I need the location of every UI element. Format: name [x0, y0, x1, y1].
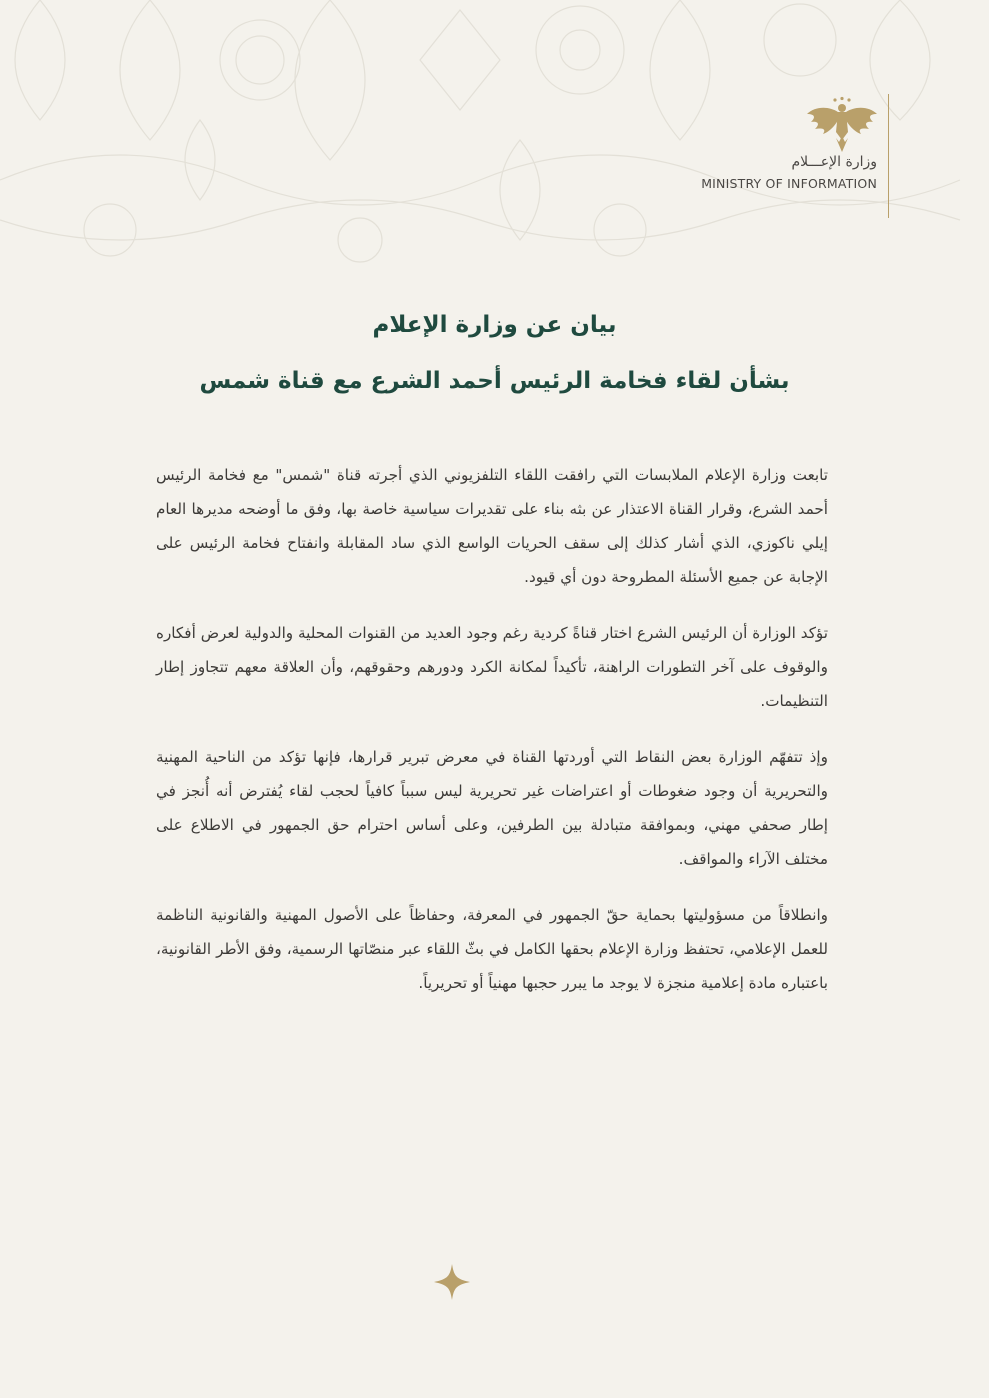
star-icon — [434, 1264, 470, 1300]
eagle-emblem-icon — [805, 96, 879, 154]
paragraph: تؤكد الوزارة أن الرئيس الشرع اختار قناةً كردية رغم وجود العديد من القنوات المحلية والدولية لعرض أفكاره والوقوف على آخر التطورات الراهنة، تأكيداً لمكانة الكرد ودورهم وحقوقهم، وأن العلاقة معهم تتجاوز إطار التنظيمات. — [156, 624, 828, 710]
paragraph: وإذ تتفهّم الوزارة بعض النقاط التي أوردتها القناة في معرض تبرير قرارها، فإنها تؤكد من الناحية المهنية والتحريرية أن وجود ضغوطات أو اعتراضات غير تحريرية ليس سبباً كافياً لحجب لقاء يُفترض أنه أُنجز في إطار صحفي مهني، وبموافقة متبادلة بين الطرفين، وعلى أساس احترام حق الجمهور في الاطلاع على مختلف الآراء والمواقف. — [156, 748, 828, 868]
ministry-logo — [689, 96, 889, 216]
paragraph: تابعت وزارة الإعلام الملابسات التي رافقت اللقاء التلفزيوني الذي أجرته قناة "شمس" مع فخامة الرئيس أحمد الشرع، وقرار القناة الاعتذار عن بثه بناء على تقديرات سياسية خاصة بها، وفق ما أوضحه مديرها العام إيلي ناكوزي، الذي أشار كذلك إلى سقف الحريات الواسع الذي ساد المقابلة وانفتاح فخامة الرئيس على الإجابة عن جميع الأسئلة المطروحة دون أي قيود. — [156, 466, 828, 586]
ministry-name-arabic: وزارة الإعـــلام — [791, 154, 877, 170]
ministry-name-english: MINISTRY OF INFORMATION — [701, 176, 877, 191]
statement-title: بيان عن وزارة الإعلام — [372, 312, 617, 338]
statement-subtitle: بشأن لقاء فخامة الرئيس أحمد الشرع مع قناة شمس — [199, 368, 790, 394]
logo-divider — [888, 94, 890, 218]
statement-body — [156, 458, 828, 1022]
footer-divider — [0, 1262, 989, 1302]
paragraph: وانطلاقاً من مسؤوليتها بحماية حقّ الجمهور في المعرفة، وحفاظاً على الأصول المهنية والقانونية الناظمة للعمل الإعلامي، تحتفظ وزارة الإعلام بحقها الكامل في بثّ اللقاء عبر منصّاتها الرسمية، وفق الأطر القانونية، باعتباره مادة إعلامية منجزة لا يوجد ما يبرر حجبها مهنياً أو تحريرياً. — [156, 906, 828, 992]
